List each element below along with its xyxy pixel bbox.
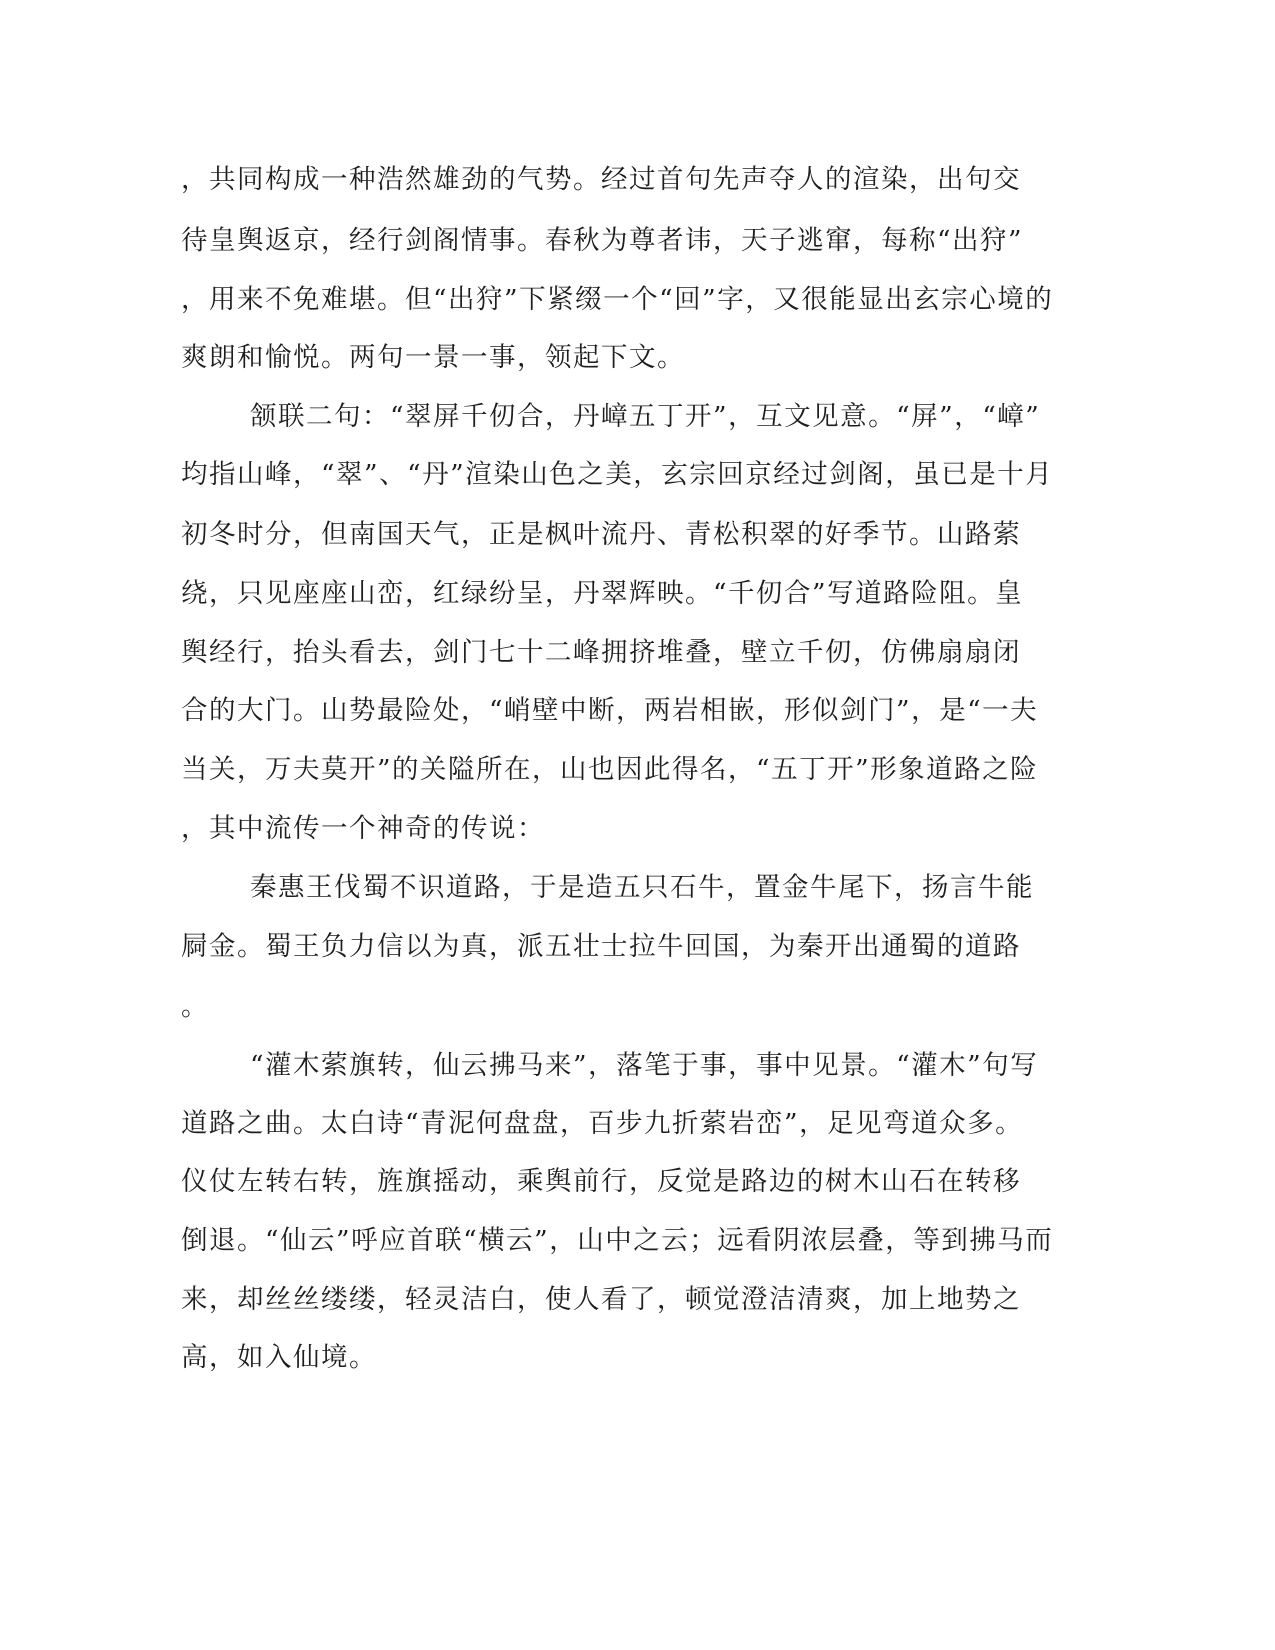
text-line: 倒退。“仙云”呼应首联“横云”，山中之云；远看阴浓层叠，等到拂马而 (181, 1225, 1054, 1256)
text-line: 舆经行，抬头看去，剑门七十二峰拥挤堆叠，壁立千仞，仿佛扇扇闭 (181, 637, 1021, 668)
text-line: ，其中流传一个神奇的传说： (181, 813, 545, 844)
text-line: “灌木萦旗转，仙云拂马来”，落笔于事，事中见景。“灌木”句写 (250, 1050, 1039, 1081)
text-line: 待皇舆返京，经行剑阁情事。春秋为尊者讳，天子逃窜，每称“出狩” (181, 225, 1024, 256)
text-line: 道路之曲。太白诗“青泥何盘盘，百步九折萦岩峦”，足见弯道众多。 (181, 1108, 1024, 1139)
text-line: 合的大门。山势最险处，“峭壁中断，两岩相嵌，形似剑门”，是“一夫 (181, 695, 1039, 726)
text-line: 爽朗和愉悦。两句一景一事，领起下文。 (181, 342, 685, 373)
text-line: 。 (181, 991, 209, 1022)
text-line: 秦惠王伐蜀不识道路，于是造五只石牛，置金牛尾下，扬言牛能 (250, 872, 1034, 903)
text-line: 初冬时分，但南国天气，正是枫叶流丹、青松积翠的好季节。山路萦 (181, 519, 1021, 550)
text-line: ，共同构成一种浩然雄劲的气势。经过首句先声夺人的渲染，出句交 (181, 164, 1021, 195)
text-line: ，用来不免难堪。但“出狩”下紧缀一个“回”字，又很能显出玄宗心境的 (181, 284, 1054, 315)
text-line: 颔联二句：“翠屏千仞合，丹嶂五丁开”，互文见意。“屏”，“嶂” (250, 401, 1041, 432)
text-line: 高，如入仙境。 (181, 1342, 377, 1373)
text-line: 屙金。蜀王负力信以为真，派五壮士拉牛回国，为秦开出通蜀的道路 (181, 931, 1021, 962)
text-line: 绕，只见座座山峦，红绿纷呈，丹翠辉映。“千仞合”写道路险阻。皇 (181, 578, 1024, 609)
text-line: 当关，万夫莫开”的关隘所在，山也因此得名，“五丁开”形象道路之险 (181, 754, 1039, 785)
text-line: 仪仗左转右转，旌旗摇动，乘舆前行，反觉是路边的树木山石在转移 (181, 1166, 1021, 1197)
text-line: 来，却丝丝缕缕，轻灵洁白，使人看了，顿觉澄洁清爽，加上地势之 (181, 1284, 1021, 1315)
text-line: 均指山峰，“翠”、“丹”渲染山色之美，玄宗回京经过剑阁，虽已是十月 (181, 459, 1054, 490)
